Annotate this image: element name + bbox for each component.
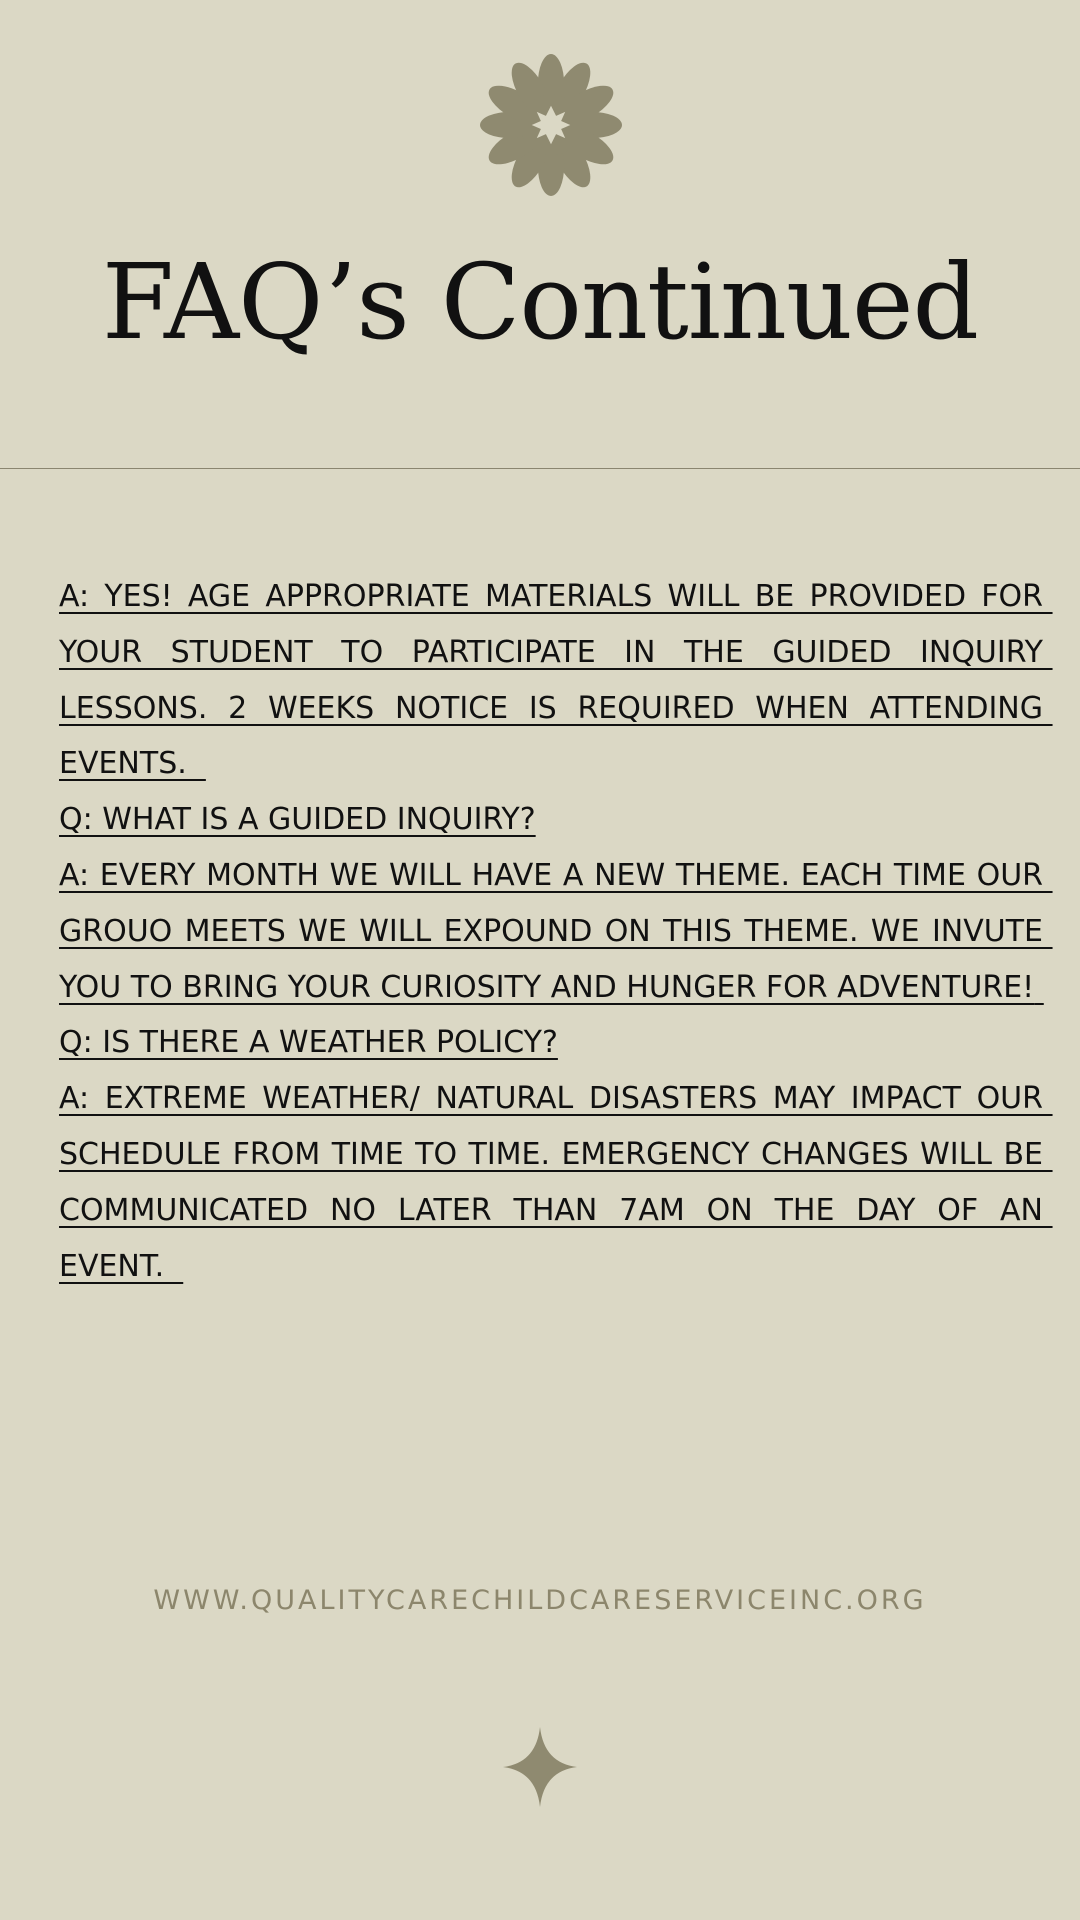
faq-answer: A: EVERY MONTH WE WILL HAVE A NEW THEME. EACH TIME OUR GROUO MEETS WE WILL EXPOUND ON THIS THEME. WE INVUTE YOU TO BRING YOUR CURIOSITY AND HUNGER FOR ADVENTURE!	[59, 857, 1053, 1005]
page-title: FAQ’s Continued	[101, 241, 979, 363]
website-url: WWW.QUALITYCARECHILDCARESERVICEINC.ORG	[153, 1585, 927, 1616]
faq-question: Q: IS THERE A WEATHER POLICY?	[59, 1025, 558, 1061]
faq-question: Q: WHAT IS A GUIDED INQUIRY?	[59, 802, 536, 838]
four-point-star-icon	[500, 1727, 580, 1807]
faq-list	[59, 569, 1053, 1294]
flower-icon	[480, 54, 622, 196]
faq-answer: A: EXTREME WEATHER/ NATURAL DISASTERS MAY IMPACT OUR SCHEDULE FROM TIME TO TIME. EMERGENCY CHANGES WILL BE COMMUNICATED NO LATER THAN 7AM ON THE DAY OF AN EVENT.	[59, 1081, 1053, 1284]
faq-answer: A: YES! AGE APPROPRIATE MATERIALS WILL BE PROVIDED FOR YOUR STUDENT TO PARTICIPATE IN THE GUIDED INQUIRY LESSONS. 2 WEEKS NOTICE IS REQUIRED WHEN ATTENDING EVENTS.	[59, 579, 1053, 782]
divider	[0, 468, 1080, 469]
